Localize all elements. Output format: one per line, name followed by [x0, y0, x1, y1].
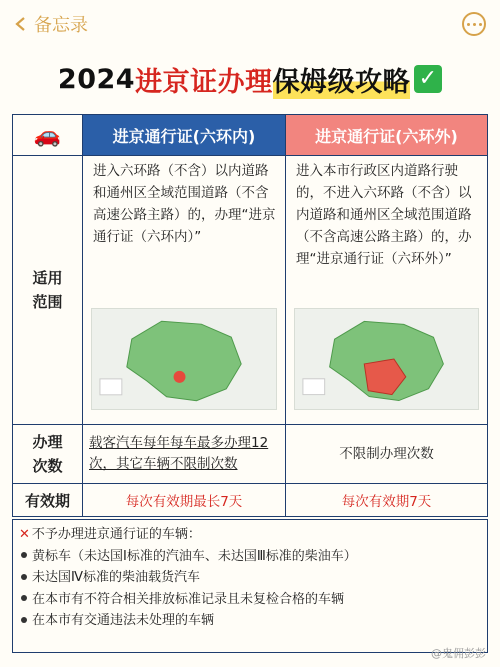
count-left-text: 载客汽车每年每车最多办理12次，其它车辆不限制次数 [89, 435, 269, 472]
watermark: @鬼佣彭彭 [431, 647, 486, 660]
beijing-map-outer [295, 309, 478, 409]
count-left-cell [83, 425, 286, 483]
table-header-row [13, 115, 487, 155]
validity-left-text: 每次有效期最长7天 [83, 484, 286, 516]
list-item: 在本市有不符合相关排放标准记录且未复检合格的车辆 [19, 589, 481, 611]
title-year: 2024 [57, 63, 136, 95]
validity-row [13, 483, 487, 516]
chevron-left-icon [14, 17, 28, 31]
list-item: 未达国Ⅳ标准的柴油载货汽车 [19, 567, 481, 589]
more-options-icon[interactable] [462, 12, 486, 36]
back-button[interactable] [14, 11, 88, 37]
page-title [0, 48, 500, 110]
car-icon: 🚗 [13, 115, 83, 155]
top-bar [0, 0, 500, 48]
count-right-text: 不限制办理次数 [339, 445, 434, 462]
bullet-icon [21, 552, 27, 558]
back-label: 备忘录 [34, 15, 88, 36]
scope-left-text: 进入六环路（不含）以内道路和通州区全域范围道路（不含高速公路主路）的，办理“进京通行证（六环内）” [93, 163, 276, 245]
title-highlight: 保姆级攻略 [273, 60, 411, 99]
header-inner-ring: 进京通行证(六环内) [83, 115, 286, 155]
count-label: 办理 次数 [13, 425, 83, 483]
comparison-table [12, 114, 488, 517]
header-outer-ring: 进京通行证(六环外) [286, 115, 487, 155]
map-inner-ring [91, 308, 277, 410]
bullet-icon [21, 595, 27, 601]
cross-icon: ✕ [19, 527, 30, 542]
scope-label: 适用 范围 [13, 156, 83, 424]
title-red: 进京证办理 [135, 66, 273, 98]
scope-right-text: 进入本市行政区内道路行驶的，不进入六环路（不含）以内道路和通州区全域范围道路（不含高速公路主路）的，办理“进京通行证（六环外）” [296, 163, 472, 267]
notes-box [12, 519, 488, 653]
map-outer-ring [294, 308, 479, 410]
validity-right-text: 每次有效期7天 [341, 494, 432, 510]
scope-row [13, 155, 487, 424]
check-icon: ✓ [414, 65, 442, 93]
beijing-map-inner [92, 309, 276, 409]
validity-label: 有效期 [13, 484, 83, 516]
notes-heading: 不予办理进京通行证的车辆： [31, 527, 201, 542]
scope-left-cell [83, 156, 286, 424]
bullet-icon [21, 574, 27, 580]
count-row [13, 424, 487, 483]
list-item: 黄标车（未达国Ⅰ标准的汽油车、未达国Ⅲ标准的柴油车） [19, 546, 481, 568]
notes-heading-line [19, 524, 481, 546]
list-item: 在本市有交通违法未处理的车辆 [19, 610, 481, 632]
scope-right-cell [286, 156, 487, 424]
bullet-icon [21, 617, 27, 623]
